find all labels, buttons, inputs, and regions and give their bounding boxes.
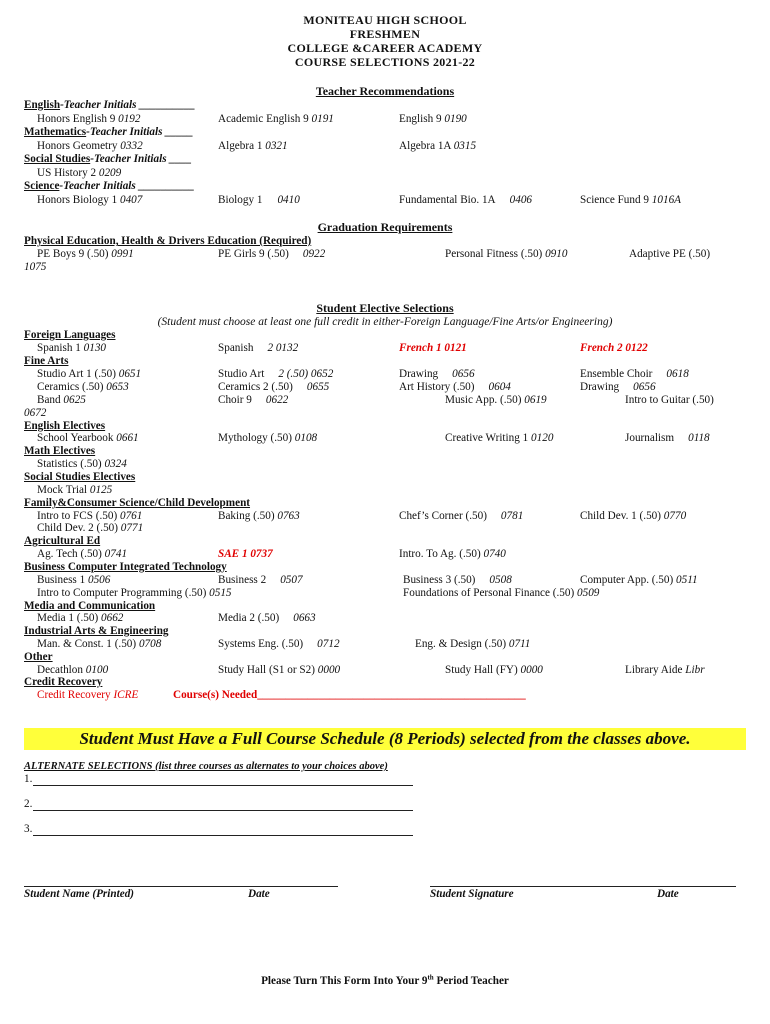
course-media-2[interactable]: Media 2 (.50) 0663 (218, 612, 316, 624)
course-music-app[interactable]: Music App. (.50) 0619 (445, 394, 547, 406)
academy-name: COLLEGE &CAREER ACADEMY (287, 41, 483, 55)
alternate-3-label: 3. (24, 823, 33, 835)
credit-recovery-label: Credit Recovery (24, 676, 103, 688)
course-study-hall-fy[interactable]: Study Hall (FY) 0000 (445, 664, 543, 676)
courses-needed-field[interactable]: Course(s) Needed________________________________________________ (173, 689, 526, 701)
course-studio-art-2[interactable]: Studio Art 2 (.50) 0652 (218, 368, 334, 380)
course-honors-english[interactable]: Honors English 9 0192 (37, 113, 141, 125)
course-ceramics[interactable]: Ceramics (.50) 0653 (37, 381, 129, 393)
course-ag-tech[interactable]: Ag. Tech (.50) 0741 (37, 548, 128, 560)
alternate-1-label: 1. (24, 773, 33, 785)
course-honors-biology[interactable]: Honors Biology 1 0407 (37, 194, 143, 206)
course-mythology[interactable]: Mythology (.50) 0108 (218, 432, 318, 444)
course-study-hall-semester[interactable]: Study Hall (S1 or S2) 0000 (218, 664, 341, 676)
math-electives-label: Math Electives (24, 445, 96, 457)
other-label: Other (24, 651, 53, 663)
form-title: COURSE SELECTIONS 2021-22 (294, 55, 476, 69)
science-section (24, 180, 195, 193)
course-spanish-2[interactable]: Spanish 2 0132 (218, 342, 299, 354)
course-algebra-1a[interactable]: Algebra 1A 0315 (399, 140, 477, 152)
course-intro-fcs[interactable]: Intro to FCS (.50) 0761 (37, 510, 143, 522)
course-drawing[interactable]: Drawing 0656 (399, 368, 475, 380)
course-intro-programming[interactable]: Intro to Computer Programming (.50) 0515 (37, 587, 232, 599)
full-schedule-text: Student Must Have a Full Course Schedule (8 Periods) selected from the classes above. (79, 729, 691, 748)
course-personal-finance[interactable]: Foundations of Personal Finance (.50) 0509 (403, 587, 600, 599)
social-initials[interactable]: -Teacher Initials ____ (90, 153, 192, 165)
course-science-fund[interactable]: Science Fund 9 1016A (580, 194, 681, 206)
course-intro-guitar-number: 0672 (24, 407, 47, 419)
fcs-label: Family&Consumer Science/Child Development (24, 497, 251, 509)
turn-in-instruction: Please Turn This Form Into Your 9th Period Teacher (261, 973, 509, 987)
graduation-heading: Graduation Requirements (317, 220, 453, 234)
teacher-recs-heading: Teacher Recommendations (315, 84, 455, 98)
pe-heading: Physical Education, Health & Drivers Education (Required) (24, 235, 312, 247)
industrial-label: Industrial Arts & Engineering (24, 625, 169, 637)
course-algebra-1[interactable]: Algebra 1 0321 (218, 140, 288, 152)
math-initials[interactable]: -Teacher Initials _____ (86, 126, 194, 138)
course-intro-ag[interactable]: Intro. To Ag. (.50) 0740 (399, 548, 506, 560)
student-name-label: Student Name (Printed) (24, 888, 135, 900)
bct-label: Business Computer Integrated Technology (24, 561, 227, 573)
course-intro-guitar[interactable]: Intro to Guitar (.50) (625, 394, 714, 406)
student-signature-label: Student Signature (430, 888, 514, 900)
course-adaptive-pe-number: 1075 (24, 261, 47, 273)
course-business-2[interactable]: Business 2 0507 (218, 574, 303, 586)
course-ensemble-choir[interactable]: Ensemble Choir 0618 (580, 368, 689, 380)
course-ceramics-2[interactable]: Ceramics 2 (.50) 0655 (218, 381, 330, 393)
course-man-const[interactable]: Man. & Const. 1 (.50) 0708 (37, 638, 162, 650)
date-label-2: Date (657, 888, 679, 900)
alternate-1-field[interactable] (33, 785, 413, 786)
electives-heading: Student Elective Selections (316, 301, 454, 315)
science-initials[interactable]: -Teacher Initials __________ (59, 180, 195, 192)
electives-note: (Student must choose at least one full credit in either-Foreign Language/Fine Arts/or Engineering) (157, 316, 613, 328)
date-label-1: Date (248, 888, 270, 900)
course-french-2[interactable]: French 2 0122 (580, 342, 648, 354)
course-adaptive-pe[interactable]: Adaptive PE (.50) (629, 248, 711, 260)
english-label: English (24, 99, 61, 111)
course-spanish-1[interactable]: Spanish 1 0130 (37, 342, 106, 354)
course-sae-1[interactable]: SAE 1 0737 (218, 548, 273, 560)
course-academic-english[interactable]: Academic English 9 0191 (218, 113, 334, 125)
course-systems-eng[interactable]: Systems Eng. (.50) 0712 (218, 638, 340, 650)
alternate-3-field[interactable] (33, 835, 413, 836)
student-name-field[interactable] (24, 886, 338, 887)
course-personal-fitness[interactable]: Personal Fitness (.50) 0910 (445, 248, 568, 260)
course-business-3[interactable]: Business 3 (.50) 0508 (403, 574, 512, 586)
course-media-1[interactable]: Media 1 (.50) 0662 (37, 612, 124, 624)
school-name: MONITEAU HIGH SCHOOL (303, 13, 467, 27)
fine-arts-label: Fine Arts (24, 355, 69, 367)
alternate-2-label: 2. (24, 798, 33, 810)
course-yearbook[interactable]: School Yearbook 0661 (37, 432, 139, 444)
grade-level: FRESHMEN (349, 27, 421, 41)
foreign-languages-label: Foreign Languages (24, 329, 116, 341)
alternate-2-field[interactable] (33, 810, 413, 811)
course-child-dev-2[interactable]: Child Dev. 2 (.50) 0771 (37, 522, 144, 534)
course-credit-recovery[interactable]: Credit Recovery ICRE (37, 689, 139, 701)
course-computer-app[interactable]: Computer App. (.50) 0511 (580, 574, 698, 586)
social-section (24, 153, 192, 166)
course-band[interactable]: Band 0625 (37, 394, 86, 406)
social-label: Social Studies (24, 153, 91, 165)
course-journalism[interactable]: Journalism 0118 (625, 432, 710, 444)
english-section (24, 99, 195, 112)
science-label: Science (24, 180, 60, 192)
course-choir-9[interactable]: Choir 9 0622 (218, 394, 289, 406)
social-electives-label: Social Studies Electives (24, 471, 136, 483)
course-studio-art-1[interactable]: Studio Art 1 (.50) 0651 (37, 368, 142, 380)
media-label: Media and Communication (24, 600, 156, 612)
english-initials[interactable]: -Teacher Initials __________ (60, 99, 196, 111)
english-electives-label: English Electives (24, 420, 106, 432)
course-creative-writing[interactable]: Creative Writing 1 0120 (445, 432, 554, 444)
course-library-aide[interactable]: Library Aide Libr (625, 664, 705, 676)
course-chefs-corner[interactable]: Chef’s Corner (.50) 0781 (399, 510, 524, 522)
math-section (24, 126, 193, 139)
course-business-1[interactable]: Business 1 0506 (37, 574, 111, 586)
ag-label: Agricultural Ed (24, 535, 101, 547)
course-pe-boys[interactable]: PE Boys 9 (.50) 0991 (37, 248, 134, 260)
course-biology-1[interactable]: Biology 1 0410 (218, 194, 300, 206)
alternates-heading: ALTERNATE SELECTIONS (list three courses as alternates to your choices above) (24, 761, 388, 772)
student-signature-field[interactable] (430, 886, 736, 887)
course-art-history[interactable]: Art History (.50) 0604 (399, 381, 511, 393)
course-child-dev-1[interactable]: Child Dev. 1 (.50) 0770 (580, 510, 687, 522)
course-eng-design[interactable]: Eng. & Design (.50) 0711 (415, 638, 531, 650)
course-french-1[interactable]: French 1 0121 (399, 342, 467, 354)
course-decathlon[interactable]: Decathlon 0100 (37, 664, 109, 676)
course-drawing-2[interactable]: Drawing 0656 (580, 381, 656, 393)
course-fund-bio[interactable]: Fundamental Bio. 1A 0406 (399, 194, 533, 206)
course-mock-trial[interactable]: Mock Trial 0125 (37, 484, 113, 496)
full-schedule-banner (24, 728, 746, 750)
course-honors-geometry[interactable]: Honors Geometry 0332 (37, 140, 143, 152)
course-baking[interactable]: Baking (.50) 0763 (218, 510, 300, 522)
math-label: Mathematics (24, 126, 87, 138)
course-us-history[interactable]: US History 2 0209 (37, 167, 122, 179)
course-statistics[interactable]: Statistics (.50) 0324 (37, 458, 127, 470)
course-pe-girls[interactable]: PE Girls 9 (.50) 0922 (218, 248, 326, 260)
course-english-9[interactable]: English 9 0190 (399, 113, 467, 125)
